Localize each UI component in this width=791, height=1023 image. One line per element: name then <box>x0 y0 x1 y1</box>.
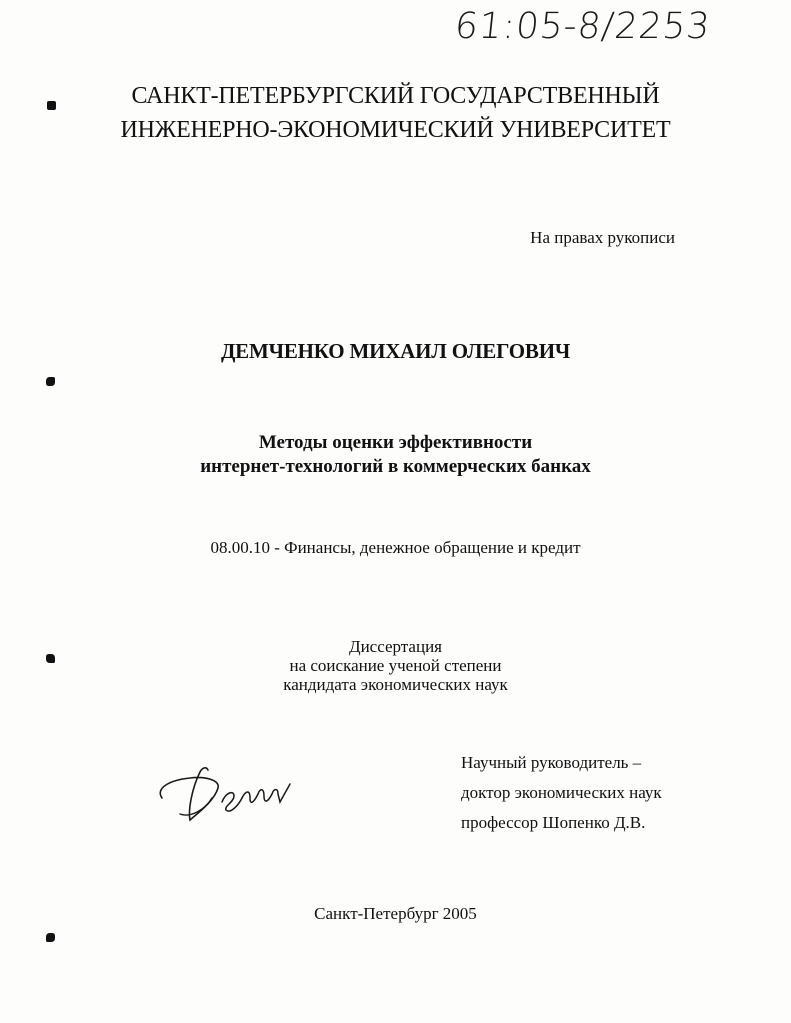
degree-name: кандидата экономических наук <box>283 675 508 694</box>
archive-code: 61:05-8/2253 <box>452 6 713 47</box>
supervisor-degree: доктор экономических наук <box>461 783 662 802</box>
thesis-title-line-2: интернет-технологий в коммерческих банках <box>200 456 591 477</box>
manuscript-note: На правах рукописи <box>530 228 675 247</box>
degree-purpose: на соискание ученой степени <box>289 656 502 675</box>
supervisor-name: профессор Шопенко Д.В. <box>461 813 646 832</box>
author-signature <box>150 758 310 828</box>
scan-binding-mark <box>46 933 55 942</box>
author-name: ДЕМЧЕНКО МИХАИЛ ОЛЕГОВИЧ <box>220 339 571 363</box>
university-name-line-1: САНКТ-ПЕТЕРБУРГСКИЙ ГОСУДАРСТВЕННЫЙ <box>131 83 660 109</box>
university-name-line-2: ИНЖЕНЕРНО-ЭКОНОМИЧЕСКИЙ УНИВЕРСИТЕТ <box>120 117 671 143</box>
supervisor-role: Научный руководитель – <box>461 753 642 772</box>
scan-binding-mark <box>46 377 55 386</box>
city-and-year: Санкт-Петербург 2005 <box>314 904 477 923</box>
dissertation-label: Диссертация <box>348 637 442 656</box>
specialty-code: 08.00.10 - Финансы, денежное обращение и кредит <box>210 538 581 557</box>
thesis-title-line-1: Методы оценки эффективности <box>258 432 533 453</box>
